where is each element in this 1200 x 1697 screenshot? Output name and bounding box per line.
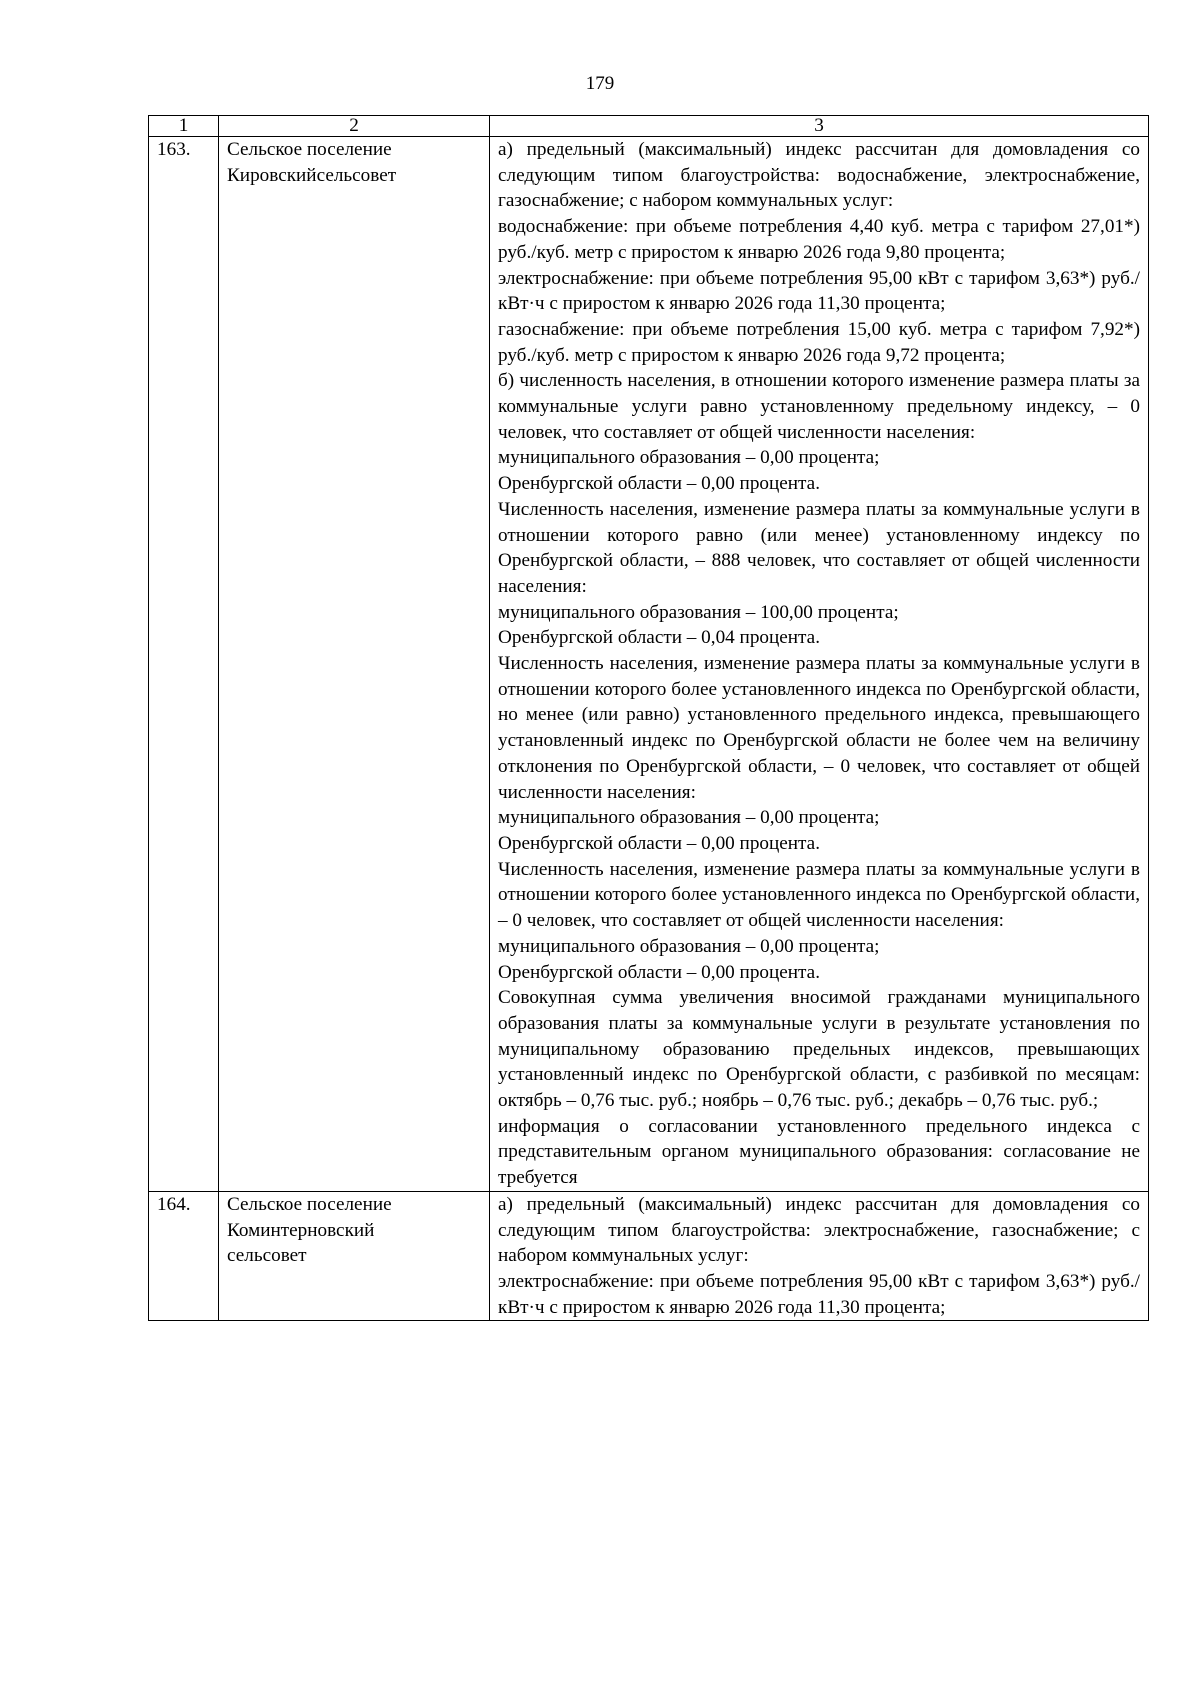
paragraph: а) предельный (максимальный) индекс рассчитан для домовладения со следующим типом благоустройства: водоснабжение, электроснабжение, газоснабжение; с набором коммунальных услуг: — [498, 139, 1140, 212]
paragraph: Численность населения, изменение размера платы за коммунальные услуги в отношении которого равно (или менее) установленному индексу по Оренбургской области, – 888 человек, что составляет от общей численности населения: — [498, 498, 1140, 597]
page-number: 179 — [585, 73, 615, 94]
paragraph: Численность населения, изменение размера платы за коммунальные услуги в отношении которого более установленного индекса по Оренбургской области, но менее (или равно) установленного предельного индекса, превышающего установленный индекс по Оренбургской области не более чем на величину отклонения по Оренбургской области, – 0 человек, что составляет от общей численности населения: — [498, 653, 1140, 803]
name-line: Кировскийсельсовет — [227, 164, 397, 186]
paragraph: муниципального образования – 100,00 процента; — [498, 601, 899, 623]
paragraph: информация о согласовании установленного предельного индекса с представительным органом муниципального образования: согласование не требуется — [498, 1115, 1140, 1189]
row-number: 164. — [149, 1191, 219, 1321]
paragraph: муниципального образования – 0,00 процента; — [498, 447, 880, 469]
paragraph: муниципального образования – 0,00 процента; — [498, 807, 880, 829]
municipality-name — [219, 137, 490, 1192]
header-col-3: 3 — [490, 116, 1149, 137]
name-line: Сельское поселение — [227, 139, 392, 160]
paragraph: б) численность населения, в отношении которого изменение размера платы за коммунальные услуги равно установленному предельному индексу, – 0 человек, что составляет от общей численности населения: — [498, 370, 1140, 443]
paragraph: Оренбургской области – 0,00 процента. — [498, 961, 820, 983]
paragraph: Численность населения, изменение размера платы за коммунальные услуги в отношении которого более установленного индекса по Оренбургской области, – 0 человек, что составляет от общей численности населения: — [498, 858, 1140, 932]
name-line: сельсовет — [227, 1245, 307, 1267]
paragraph: Оренбургской области – 0,00 процента. — [498, 473, 820, 495]
municipality-name — [219, 1191, 490, 1321]
name-line: Коминтерновский — [227, 1219, 375, 1241]
table-row — [149, 1191, 1149, 1321]
paragraph: а) предельный (максимальный) индекс рассчитан для домовладения со следующим типом благоустройства: электроснабжение, газоснабжение; с набором коммунальных услуг: — [498, 1193, 1140, 1267]
paragraph: электроснабжение: при объеме потребления 95,00 кВт с тарифом 3,63*) руб./кВт·ч с приростом к январю 2026 года 11,30 процента; — [498, 267, 1140, 315]
index-details — [490, 1191, 1149, 1321]
table-row — [149, 137, 1149, 1192]
name-line: Сельское поселение — [227, 1193, 392, 1215]
index-details — [490, 137, 1149, 1192]
paragraph: водоснабжение: при объеме потребления 4,40 куб. метра с тарифом 27,01*) руб./куб. метр с приростом к январю 2026 года 9,80 процента; — [498, 216, 1140, 263]
paragraph: муниципального образования – 0,00 процента; — [498, 935, 880, 957]
header-row — [149, 116, 1149, 137]
paragraph: Оренбургской области – 0,00 процента. — [498, 832, 820, 854]
header-col-2: 2 — [219, 116, 490, 137]
indices-table — [148, 115, 1149, 1321]
paragraph: газоснабжение: при объеме потребления 15,00 куб. метра с тарифом 7,92*) руб./куб. метр с приростом к январю 2026 года 9,72 процента; — [498, 318, 1140, 366]
paragraph: Оренбургской области – 0,04 процента. — [498, 627, 820, 649]
paragraph: электроснабжение: при объеме потребления 95,00 кВт с тарифом 3,63*) руб./кВт·ч с приростом к январю 2026 года 11,30 процента; — [498, 1270, 1140, 1318]
row-number: 163. — [149, 137, 219, 1192]
paragraph: Совокупная сумма увеличения вносимой гражданами муниципального образования платы за коммунальные услуги в результате установления по муниципальному образованию предельных индексов, превышающих установленный индекс по Оренбургской области, с разбивкой по месяцам: октябрь – 0,76 тыс. руб.; ноябрь – 0,76 тыс. руб.; декабрь – 0,76 тыс. руб.; — [498, 987, 1140, 1112]
header-col-1: 1 — [149, 116, 219, 137]
